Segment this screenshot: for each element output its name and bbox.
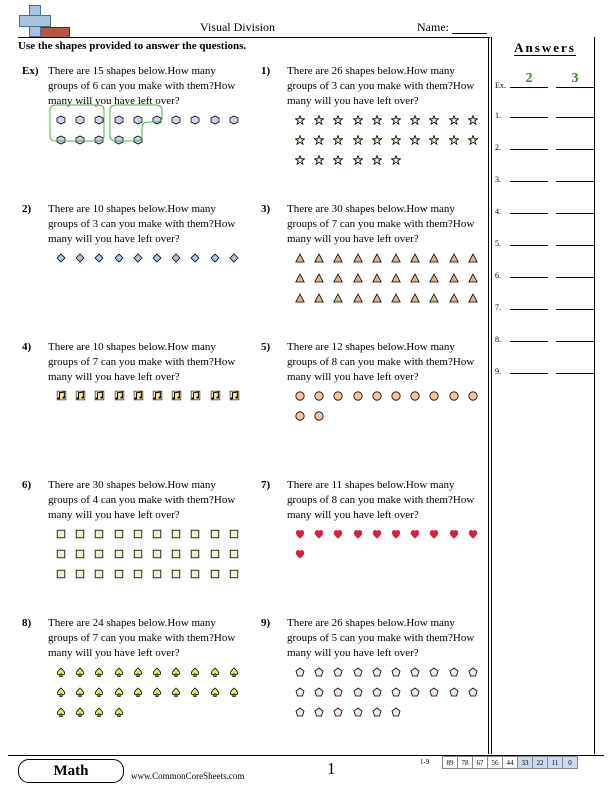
star-icon (314, 132, 324, 142)
question-text: There are 30 shapes below.How many groups of 4 can you make with them?How many will you have left over? (48, 479, 236, 521)
spade-icon (75, 664, 85, 674)
question-number: Ex) (22, 65, 39, 77)
circle-icon (333, 388, 343, 398)
answer-label: 8. (495, 335, 501, 344)
heart-icon (449, 526, 459, 536)
score-table (442, 756, 578, 769)
question-number: 2) (22, 203, 32, 215)
square-icon (114, 566, 124, 576)
triangle-icon (314, 250, 324, 260)
answer-label: 6. (495, 271, 501, 280)
square-icon (210, 546, 220, 556)
circle-icon (314, 388, 324, 398)
note-icon (152, 388, 163, 399)
worksheet-title: Visual Division (200, 20, 275, 34)
pentagon-icon (333, 664, 343, 674)
answer-field[interactable] (556, 277, 594, 278)
answer-field[interactable] (510, 309, 548, 310)
square-icon (75, 526, 85, 536)
pentagon-icon (314, 684, 324, 694)
question-text: There are 24 shapes below.How many groups of 7 can you make with them?How many will you have left over? (48, 617, 236, 659)
square-icon (133, 566, 143, 576)
note-icon (229, 388, 240, 399)
square-icon (190, 546, 200, 556)
spade-icon (114, 684, 124, 694)
question-number: 1) (261, 65, 271, 77)
hexagon-icon (171, 112, 181, 122)
square-icon (229, 526, 239, 536)
triangle-icon (391, 250, 401, 260)
circle-icon (391, 388, 401, 398)
question-number: 8) (22, 617, 32, 629)
answer-field[interactable] (510, 213, 548, 214)
square-icon (171, 546, 181, 556)
answer-field[interactable] (556, 181, 594, 182)
question-number: 4) (22, 341, 32, 353)
triangle-icon (353, 270, 363, 280)
star-icon (333, 132, 343, 142)
hexagon-icon (210, 112, 220, 122)
question-text: There are 10 shapes below.How many groups of 7 can you make with them?How many will you have left over? (48, 341, 236, 383)
answer-label: 3. (495, 175, 501, 184)
triangle-icon (314, 290, 324, 300)
heart-icon (353, 526, 363, 536)
note-icon (75, 388, 86, 399)
answer-label: 1. (495, 111, 501, 120)
diamond-icon (94, 250, 104, 260)
group-outline (110, 105, 162, 141)
triangle-icon (333, 290, 343, 300)
square-icon (75, 546, 85, 556)
pentagon-icon (372, 704, 382, 714)
circle-icon (372, 388, 382, 398)
pentagon-icon (372, 664, 382, 674)
note-icon (210, 388, 221, 399)
star-icon (468, 132, 478, 142)
answer-label-example: Ex. (495, 81, 506, 90)
square-icon (190, 526, 200, 536)
circle-icon (353, 388, 363, 398)
star-icon (314, 152, 324, 162)
square-icon (152, 566, 162, 576)
triangle-icon (410, 250, 420, 260)
score-cell: 33 (518, 757, 533, 769)
example-grouping (46, 104, 166, 144)
circle-icon (468, 388, 478, 398)
heart-icon (429, 526, 439, 536)
question-text: There are 10 shapes below.How many groups of 3 can you make with them?How many will you have left over? (48, 203, 236, 245)
diamond-icon (152, 250, 162, 260)
spade-icon (133, 664, 143, 674)
triangle-icon (391, 290, 401, 300)
answer-field[interactable] (510, 277, 548, 278)
pentagon-icon (449, 684, 459, 694)
score-cell: 89 (443, 757, 458, 769)
question-number: 6) (22, 479, 32, 491)
name-label: Name: (417, 20, 449, 34)
square-icon (133, 526, 143, 536)
square-icon (114, 526, 124, 536)
heart-icon (314, 526, 324, 536)
diamond-icon (190, 250, 200, 260)
answers-title-text: Answers (514, 40, 576, 55)
pentagon-icon (410, 684, 420, 694)
spade-icon (171, 664, 181, 674)
pentagon-icon (353, 664, 363, 674)
triangle-icon (468, 290, 478, 300)
column-divider (488, 37, 489, 754)
triangle-icon (353, 250, 363, 260)
star-icon (333, 112, 343, 122)
circle-icon (429, 388, 439, 398)
square-icon (152, 546, 162, 556)
triangle-icon (295, 270, 305, 280)
heart-icon (333, 526, 343, 536)
star-icon (333, 152, 343, 162)
score-cell: 22 (533, 757, 548, 769)
triangle-icon (372, 250, 382, 260)
pentagon-icon (391, 704, 401, 714)
note-icon (56, 388, 67, 399)
question-number: 7) (261, 479, 271, 491)
triangle-icon (429, 250, 439, 260)
question-number: 9) (261, 617, 271, 629)
star-icon (295, 112, 305, 122)
spade-icon (75, 684, 85, 694)
triangle-icon (449, 290, 459, 300)
answer-field[interactable] (510, 181, 548, 182)
hexagon-icon (229, 112, 239, 122)
answer-field[interactable] (510, 117, 548, 118)
star-icon (353, 112, 363, 122)
pentagon-icon (295, 664, 305, 674)
pentagon-icon (333, 704, 343, 714)
triangle-icon (295, 250, 305, 260)
answer-field[interactable] (556, 149, 594, 150)
circle-icon (449, 388, 459, 398)
square-icon (94, 526, 104, 536)
answer-field[interactable] (556, 245, 594, 246)
pentagon-icon (429, 684, 439, 694)
square-icon (56, 546, 66, 556)
answer-label: 4. (495, 207, 501, 216)
spade-icon (114, 704, 124, 714)
square-icon (133, 546, 143, 556)
pentagon-icon (468, 664, 478, 674)
square-icon (171, 566, 181, 576)
answer-field[interactable] (510, 373, 548, 374)
question-number: 5) (261, 341, 271, 353)
spade-icon (56, 684, 66, 694)
spade-icon (75, 704, 85, 714)
star-icon (353, 152, 363, 162)
square-icon (210, 526, 220, 536)
heart-icon (468, 526, 478, 536)
note-icon (94, 388, 105, 399)
circle-icon (314, 408, 324, 418)
diamond-icon (229, 250, 239, 260)
square-icon (190, 566, 200, 576)
answer-field[interactable] (510, 149, 548, 150)
square-icon (94, 566, 104, 576)
star-icon (468, 112, 478, 122)
score-cell: 11 (548, 757, 563, 769)
triangle-icon (372, 270, 382, 280)
page-number: 1 (327, 759, 336, 778)
spade-icon (229, 684, 239, 694)
instructions: Use the shapes provided to answer the questions. (18, 40, 247, 52)
square-icon (171, 526, 181, 536)
pentagon-icon (333, 684, 343, 694)
answer-example-leftover: 3 (571, 71, 579, 86)
triangle-icon (429, 270, 439, 280)
star-icon (449, 112, 459, 122)
question-text: There are 15 shapes below.How many groups of 6 can you make with them?How many will you have left over? (48, 65, 236, 107)
score-cell: 44 (503, 757, 518, 769)
spade-icon (229, 664, 239, 674)
pentagon-icon (314, 664, 324, 674)
spade-icon (152, 664, 162, 674)
star-icon (295, 132, 305, 142)
answers-right-border (594, 37, 595, 754)
answer-label: 9. (495, 367, 501, 376)
square-icon (229, 566, 239, 576)
star-icon (353, 132, 363, 142)
triangle-icon (429, 290, 439, 300)
answer-field[interactable] (556, 373, 594, 374)
question-text: There are 30 shapes below.How many groups of 7 can you make with them?How many will you have left over? (287, 203, 475, 245)
pentagon-icon (468, 684, 478, 694)
star-icon (391, 112, 401, 122)
star-icon (429, 132, 439, 142)
square-icon (56, 526, 66, 536)
star-icon (429, 112, 439, 122)
answer-label: 5. (495, 239, 501, 248)
circle-icon (295, 408, 305, 418)
square-icon (210, 566, 220, 576)
spade-icon (190, 664, 200, 674)
pentagon-icon (429, 664, 439, 674)
triangle-icon (468, 250, 478, 260)
answer-field[interactable] (556, 117, 594, 118)
triangle-icon (410, 290, 420, 300)
triangle-icon (372, 290, 382, 300)
pentagon-icon (410, 664, 420, 674)
circle-icon (295, 388, 305, 398)
pentagon-icon (353, 704, 363, 714)
answer-field[interactable] (510, 341, 548, 342)
answer-field[interactable] (556, 341, 594, 342)
triangle-icon (410, 270, 420, 280)
question-text: There are 12 shapes below.How many groups of 8 can you make with them?How many will you have left over? (287, 341, 475, 383)
spade-icon (56, 664, 66, 674)
spade-icon (210, 664, 220, 674)
heart-icon (410, 526, 420, 536)
site-url: www.CommonCoreSheets.com (131, 771, 245, 781)
triangle-icon (449, 270, 459, 280)
diamond-icon (75, 250, 85, 260)
pentagon-icon (391, 684, 401, 694)
triangle-icon (333, 270, 343, 280)
diamond-icon (56, 250, 66, 260)
note-icon (133, 388, 144, 399)
answer-field[interactable] (556, 309, 594, 310)
star-icon (391, 152, 401, 162)
star-icon (372, 132, 382, 142)
square-icon (229, 546, 239, 556)
note-icon (190, 388, 201, 399)
square-icon (75, 566, 85, 576)
column-divider (491, 37, 492, 754)
question-number: 3) (261, 203, 271, 215)
answer-field[interactable] (510, 245, 548, 246)
spade-icon (94, 684, 104, 694)
score-cell: 56 (488, 757, 503, 769)
triangle-icon (449, 250, 459, 260)
score-cell: 0 (563, 757, 578, 769)
answer-field[interactable] (556, 213, 594, 214)
square-icon (114, 546, 124, 556)
hexagon-icon (190, 112, 200, 122)
answers-title (505, 40, 585, 56)
name-field[interactable] (452, 33, 487, 34)
star-icon (314, 112, 324, 122)
spade-icon (152, 684, 162, 694)
score-cell: 67 (473, 757, 488, 769)
logo-plus-horizontal (19, 15, 51, 27)
heart-icon (295, 526, 305, 536)
spade-icon (56, 704, 66, 714)
answer-label: 7. (495, 303, 501, 312)
group-outline (50, 105, 104, 141)
question-text: There are 11 shapes below.How many groups of 8 can you make with them?How many will you have left over? (287, 479, 475, 521)
heart-icon (391, 526, 401, 536)
triangle-icon (295, 290, 305, 300)
triangle-icon (468, 270, 478, 280)
question-text: There are 26 shapes below.How many groups of 3 can you make with them?How many will you have left over? (287, 65, 475, 107)
star-icon (372, 152, 382, 162)
note-icon (114, 388, 125, 399)
score-range: 1-9 (420, 758, 430, 766)
star-icon (449, 132, 459, 142)
triangle-icon (353, 290, 363, 300)
heart-icon (295, 546, 305, 556)
pentagon-icon (372, 684, 382, 694)
circle-icon (410, 388, 420, 398)
pentagon-icon (353, 684, 363, 694)
spade-icon (210, 684, 220, 694)
subject-badge: Math (18, 759, 124, 783)
star-icon (391, 132, 401, 142)
star-icon (372, 112, 382, 122)
star-icon (410, 112, 420, 122)
triangle-icon (314, 270, 324, 280)
answer-example-groups: 2 (525, 71, 533, 86)
header-divider (18, 37, 490, 38)
square-icon (152, 526, 162, 536)
answer-line (510, 87, 548, 88)
spade-icon (190, 684, 200, 694)
square-icon (94, 546, 104, 556)
diamond-icon (114, 250, 124, 260)
pentagon-icon (314, 704, 324, 714)
star-icon (410, 132, 420, 142)
diamond-icon (171, 250, 181, 260)
spade-icon (133, 684, 143, 694)
diamond-icon (210, 250, 220, 260)
square-icon (56, 566, 66, 576)
question-text: There are 26 shapes below.How many groups of 5 can you make with them?How many will you have left over? (287, 617, 475, 659)
pentagon-icon (295, 704, 305, 714)
score-cell: 78 (458, 757, 473, 769)
triangle-icon (391, 270, 401, 280)
note-icon (171, 388, 182, 399)
star-icon (295, 152, 305, 162)
spade-icon (94, 704, 104, 714)
diamond-icon (133, 250, 143, 260)
pentagon-icon (295, 684, 305, 694)
heart-icon (372, 526, 382, 536)
spade-icon (114, 664, 124, 674)
answer-line (556, 87, 594, 88)
pentagon-icon (449, 664, 459, 674)
pentagon-icon (391, 664, 401, 674)
answer-label: 2. (495, 143, 501, 152)
spade-icon (171, 684, 181, 694)
triangle-icon (333, 250, 343, 260)
spade-icon (94, 664, 104, 674)
